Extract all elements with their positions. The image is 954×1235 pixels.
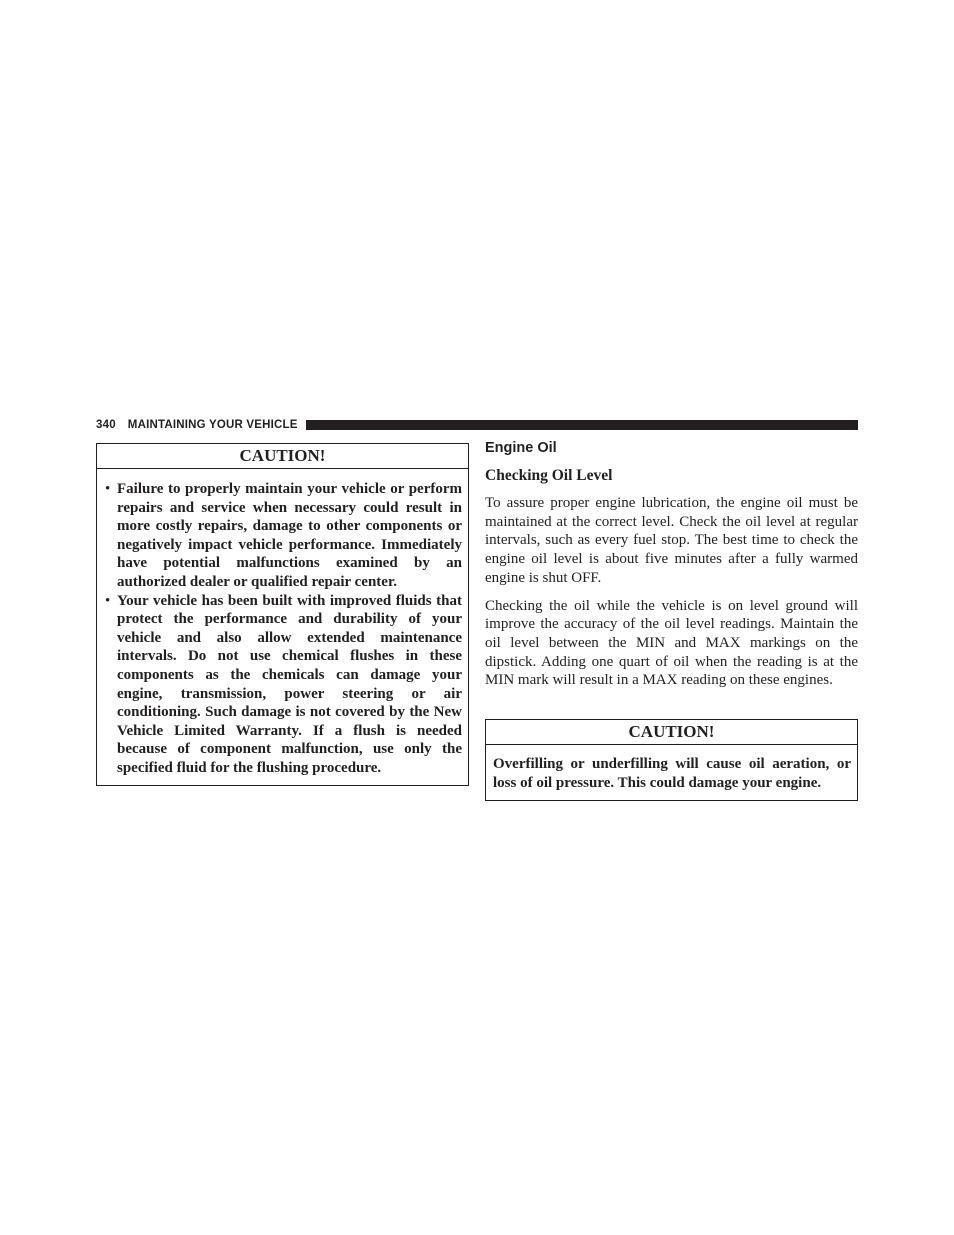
caution-bullet-list [97, 480, 468, 778]
caution-bullet-item [105, 480, 462, 592]
engine-oil-section [485, 438, 858, 690]
checking-oil-level-subheading: Checking Oil Level [485, 467, 613, 484]
bullet-icon: • [105, 592, 111, 609]
caution-title: CAUTION! [486, 720, 857, 745]
engine-oil-heading: Engine Oil [485, 440, 557, 456]
caution-box-oil-level [485, 719, 858, 801]
header-divider-bar [306, 420, 858, 430]
caution-title: CAUTION! [97, 444, 468, 469]
caution-bullet-text: Your vehicle has been built with improved fluids that protect the performance and durability of your vehicle and also allow extended maintenance intervals. Do not use chemical flushes in these components as the chemicals can damage your engine, transmission, power steering or air conditioning. Such damage is not covered by the New Vehicle Limited Warranty. If a flush is needed because of component malfunction, use only the specified fluid for the flushing procedure. [117, 592, 462, 776]
caution-bullet-item [105, 592, 462, 778]
page-header [96, 416, 858, 434]
section-title: MAINTAINING YOUR VEHICLE [127, 419, 298, 431]
page-number: 340 [96, 419, 116, 431]
caution-box-maintenance [96, 443, 469, 786]
bullet-icon: • [105, 481, 111, 497]
caution-text: Overfilling or underfilling will cause oil aeration, or loss of oil pressure. This could damage your engine. [493, 756, 851, 791]
caution-bullet-text: Failure to properly maintain your vehicle or perform repairs and service when necessary could result in more costly repairs, damage to other components or negatively impact vehicle performance. Immediately have potential malfunctions examined by an authorized dealer or qualified repair center. [117, 481, 462, 590]
body-paragraph: Checking the oil while the vehicle is on level ground will improve the accuracy of the oil level readings. Maintain the oil level between the MIN and MAX markings on the dipstick. Adding one quart of oil when the reading is at the MIN mark will result in a MAX reading on these engines. [485, 597, 858, 689]
body-paragraph: To assure proper engine lubrication, the engine oil must be maintained at the correct level. Check the oil level at regular intervals, such as every fuel stop. The best time to check the engine oil level is about five minutes after a fully warmed engine is shut OFF. [485, 495, 858, 586]
